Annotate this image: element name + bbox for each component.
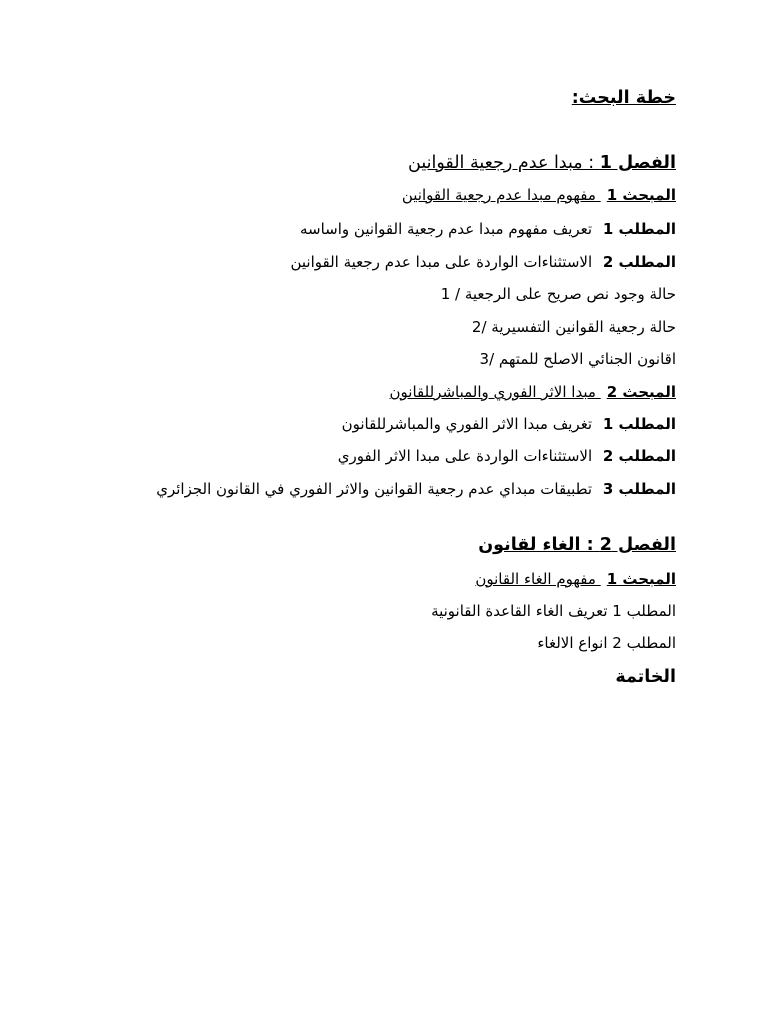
section-1-requirement-1 <box>300 219 676 239</box>
section-2-requirement-3 <box>116 477 676 501</box>
conclusion-heading: الخاتمة <box>615 667 676 687</box>
exception-item-2: حالة رجعية القوانين التفسيرية /2 <box>471 318 676 336</box>
requirement-label: المطلب 2 <box>602 253 676 271</box>
section-1-heading <box>402 185 676 205</box>
chapter-2-label: الفصل 2 <box>599 535 676 555</box>
section-2-title: مبدا الاثر الفوري والمباشرللقانون <box>389 383 596 401</box>
exception-item-1: حالة وجود نص صريح على الرجعية / 1 <box>440 285 676 303</box>
section-3-label: المبحث 1 <box>606 570 676 588</box>
chapter-2-requirement-1: المطلب 1 تعريف الغاء القاعدة القانونية <box>431 602 676 620</box>
requirement-text: تغريف مبدا الاثر الفوري والمباشرللقانون <box>341 415 593 433</box>
section-1-label: المبحث 1 <box>606 186 676 204</box>
chapter-1-title: : مبدا عدم رجعية القوانين <box>408 153 595 173</box>
requirement-text: الاستثناءات الواردة على مبدا الاثر الفوري <box>337 447 593 465</box>
chapter-2-section-1-heading <box>475 569 676 589</box>
section-2-requirement-2 <box>338 446 676 466</box>
requirement-label: المطلب 3 <box>602 480 676 498</box>
section-2-label: المبحث 2 <box>606 383 676 401</box>
requirement-label: المطلب 2 <box>602 447 676 465</box>
chapter-1-heading <box>408 151 676 175</box>
requirement-text: الاستثناءات الواردة على مبدا عدم رجعية القوانين <box>290 253 593 271</box>
section-2-requirement-1 <box>342 414 676 434</box>
section-1-requirement-2 <box>290 252 676 272</box>
section-2-heading <box>390 382 676 402</box>
chapter-2-requirement-2: المطلب 2 انواع الالغاء <box>537 634 676 652</box>
requirement-text: تطبيقات مبداي عدم رجعية القوانين والاثر الفوري في القانون الجزائري <box>156 480 593 498</box>
section-3-title: مفهوم الغاء القانون <box>475 570 596 588</box>
chapter-1-label: الفصل 1 <box>599 153 676 173</box>
section-1-title: مفهوم مبدا عدم رجعية القوانين <box>401 186 596 204</box>
chapter-2-heading <box>478 533 676 557</box>
requirement-label: المطلب 1 <box>602 220 676 238</box>
requirement-label: المطلب 1 <box>602 415 676 433</box>
chapter-2-title: : الغاء لقانون <box>478 535 594 555</box>
exception-item-3: اقانون الجنائي الاصلح للمتهم /3 <box>479 350 676 368</box>
requirement-text: تعريف مفهوم مبدا عدم رجعية القوانين واساسه <box>299 220 593 238</box>
plan-title: خطة البحث: <box>571 88 676 108</box>
